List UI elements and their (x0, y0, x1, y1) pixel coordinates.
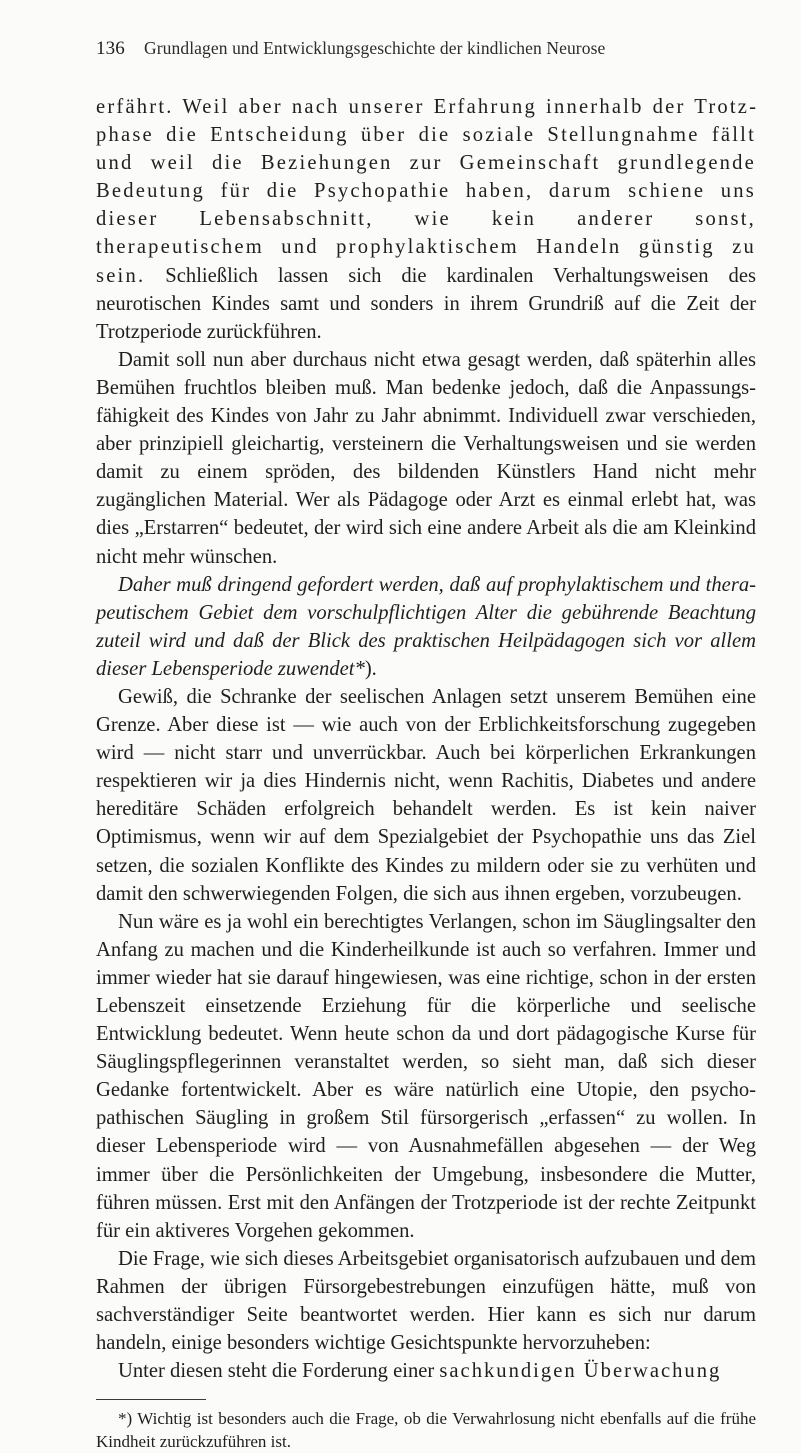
body-text (96, 93, 756, 1385)
page-number: 136 (96, 38, 125, 59)
spaced-emphasis: erfährt. Weil aber nach unserer Erfahrung innerhalb der Trotzphase die Entscheidung über die soziale Stellungnahme fällt und weil die Beziehungen zur Gemeinschaft grundlegende Bedeutung für die Psychopathie haben, darum schiene uns dieser Lebensabschnitt, wie kein anderer sonst, therapeutischem und prophylaktischem Handeln günstig zu sein. (96, 96, 756, 287)
paragraph-3 (96, 571, 756, 683)
footnote: *) Wichtig ist besonders auch die Frage, ob die Verwahrlosung nicht ebenfalls auf die frühe Kindheit zurückzuführen ist. (96, 1409, 756, 1452)
footnote-ref-tail: ). (364, 657, 377, 680)
running-title: Grundlagen und Entwicklungsgeschichte der kindlichen Neurose (144, 38, 606, 58)
book-page (96, 38, 756, 1453)
paragraph-7 (96, 1357, 756, 1385)
paragraph-6: Die Frage, wie sich dieses Arbeitsgebiet organisatorisch aufzubauen und dem Rahmen der übrigen Fürsorgebestrebungen einzufügen hätte, muß von sachverständiger Seite beantwortet werden. Hier kann es sich nur darum handeln, einige besonders wichtige Gesichtspunkte hervorzuheben: (96, 1247, 756, 1355)
running-header (96, 38, 756, 60)
paragraph-4: Gewiß, die Schranke der seelischen Anlagen setzt unserem Bemühen eine Grenze. Aber diese ist — wie auch von der Erblichkeitsforschung zugegeben wird — nicht starr und unverrückbar. Auch bei körperlichen Erkrankungen respektieren wir ja dies Hindernis nicht, wenn Rachitis, Diabetes und andere hereditäre Schäden erfolgreich behandelt werden. Es ist kein naiver Optimismus, wenn wir auf dem Spezialgebiet der Psychopathie uns das Ziel setzen, die sozialen Konflikte des Kindes zu mildern oder sie zu verhüten und damit den schwerwiegenden Folgen, die sich aus ihnen ergeben, vorzubeugen. (96, 685, 756, 905)
footnote-divider (96, 1399, 206, 1400)
paragraph-1 (96, 93, 756, 346)
paragraph-2: Damit soll nun aber durchaus nicht etwa gesagt werden, daß späterhin alles Bemühen fruchtlos bleiben muß. Man bedenke jedoch, daß die Anpassungsfähigkeit des Kindes von Jahr zu Jahr abnimmt. Individuell zwar verschieden, aber prinzipiell gleichartig, versteinern die Verhaltungsweisen und sie werden damit zu einem spröden, des bildenden Künstlers Hand nicht mehr zugänglichen Material. Wer als Pädagoge oder Arzt es einmal erlebt hat, was dies „Erstarren“ bedeutet, der wird sich eine andere Arbeit als die am Kleinkind nicht mehr wünschen. (96, 348, 756, 568)
paragraph-text: Unter diesen steht die Forderung einer (118, 1360, 440, 1383)
paragraph-text: Schließlich lassen sich die kardinalen Verhaltungsweisen des neurotischen Kindes samt und sonders in ihrem Grundriß auf die Zeit der Trotzperiode zurückführen. (96, 264, 756, 343)
spaced-emphasis: sachkundigen Überwachung (439, 1360, 722, 1383)
paragraph-5: Nun wäre es ja wohl ein berechtigtes Verlangen, schon im Säuglingsalter den Anfang zu machen und die Kinderheilkunde ist auch so verfahren. Immer und immer wieder hat sie darauf hingewiesen, was eine richtige, schon in der ersten Lebenszeit einsetzende Erziehung für die körperliche und seelische Entwicklung bedeutet. Wenn heute schon da und dort pädagogische Kurse für Säuglingspflegerinnen veranstaltet werden, so sieht man, daß sich dieser Gedanke fortentwickelt. Aber es wäre natürlich eine Utopie, den psychopathischen Säugling in großem Stil fürsorgerisch „erfassen“ zu wollen. In dieser Lebensperiode wird — von Ausnahmefällen abgesehen — der Weg immer über die Persönlichkeiten der Umgebung, insbesondere die Mutter, führen müssen. Erst mit den Anfängen der Trotzperiode ist der rechte Zeitpunkt für ein aktiveres Vorgehen gekommen. (96, 910, 756, 1242)
italic-emphasis: Daher muß dringend gefordert werden, daß auf prophylaktischem und therapeutischem Gebiet dem vorschulpflichtigen Alter die gebührende Beachtung zuteil wird und daß der Blick des praktischen Heilpädagogen sich vor allem dieser Lebensperiode zuwendet* (96, 573, 756, 680)
